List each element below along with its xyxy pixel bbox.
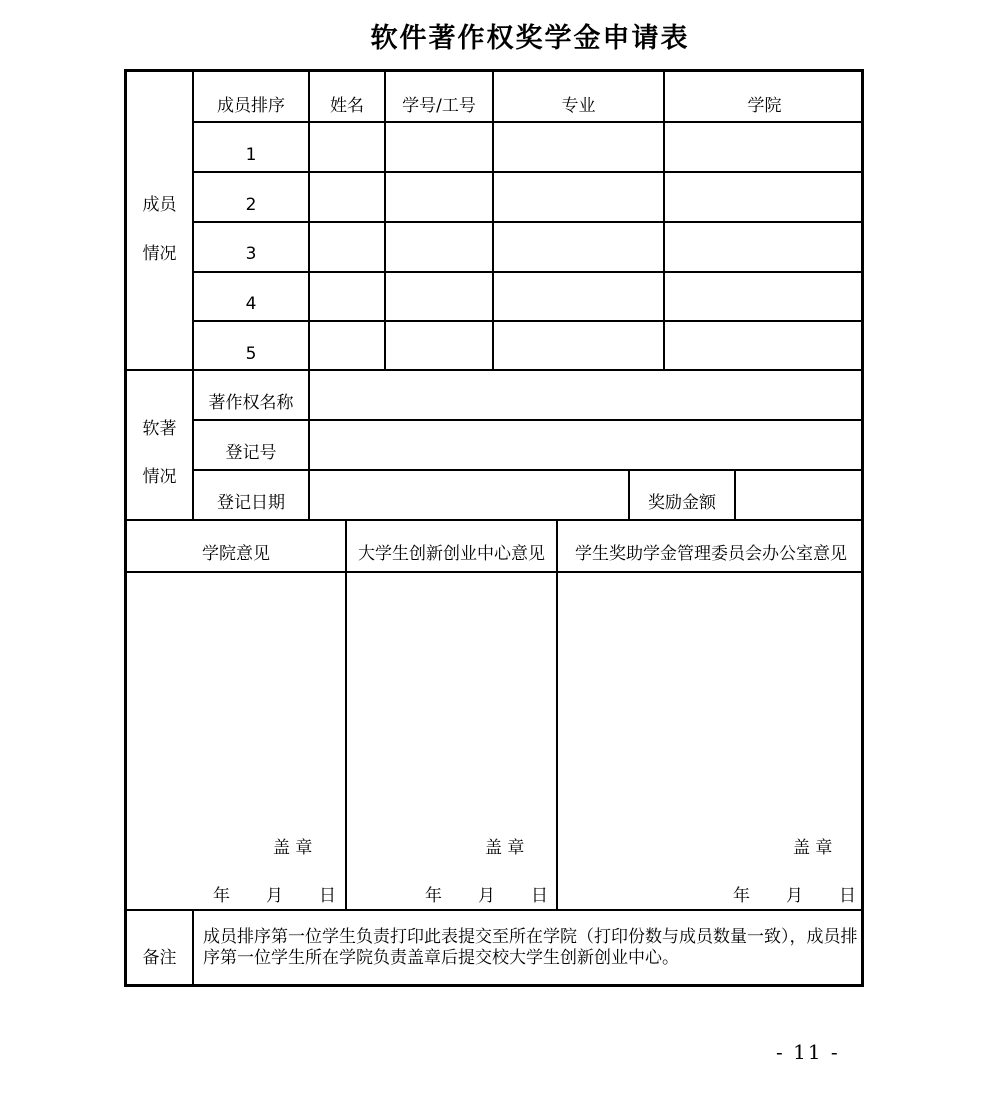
remarks-text: 成员排序第一位学生负责打印此表提交至所在学院（打印份数与成员数量一致），成员排序第一位学生所在学院负责盖章后提交校大学生创新创业中心。 [203, 927, 858, 968]
registration-date-label: 登记日期 [217, 493, 285, 513]
software-section-label: 情况 [142, 467, 177, 487]
copyright-name-label: 著作权名称 [208, 393, 294, 413]
seal-label: 盖 章 [793, 838, 833, 858]
date-year-label: 年 [733, 886, 750, 906]
grid-line [193, 320, 864, 322]
grid-line [734, 469, 736, 519]
seal-label: 盖 章 [485, 838, 525, 858]
date-month-label: 月 [478, 886, 495, 906]
grid-line [556, 519, 558, 909]
seal-label: 盖 章 [273, 838, 313, 858]
page-number: - 11 - [776, 1040, 840, 1064]
grid-line [127, 909, 864, 911]
grid-line [193, 419, 864, 421]
opinion-header-college: 学院意见 [202, 544, 270, 564]
grid-line [663, 72, 665, 369]
grid-line [308, 72, 310, 519]
grid-line [193, 271, 864, 273]
grid-line [192, 909, 194, 987]
member-row-number: 3 [245, 244, 257, 264]
column-header-order: 成员排序 [217, 96, 285, 116]
opinion-header-scholarship-office: 学生奖助学金管理委员会办公室意见 [575, 544, 847, 564]
grid-line [384, 72, 386, 369]
member-row-number: 1 [245, 145, 257, 165]
date-month-label: 月 [266, 886, 283, 906]
grid-line [193, 121, 864, 123]
software-section-label: 软著 [142, 419, 177, 439]
page-title: 软件著作权奖学金申请表 [370, 23, 690, 54]
column-header-name: 姓名 [330, 96, 364, 116]
member-row-number: 2 [245, 195, 257, 215]
member-row-number: 4 [245, 294, 257, 314]
column-header-major: 专业 [561, 96, 596, 116]
grid-line [127, 519, 864, 521]
date-year-label: 年 [213, 886, 230, 906]
member-row-number: 5 [245, 344, 257, 364]
grid-line [193, 221, 864, 223]
date-day-label: 日 [531, 886, 548, 906]
date-day-label: 日 [319, 886, 336, 906]
date-month-label: 月 [786, 886, 803, 906]
date-year-label: 年 [425, 886, 442, 906]
opinion-header-innovation-center: 大学生创新创业中心意见 [358, 544, 545, 564]
grid-line [127, 571, 864, 573]
remarks-label: 备注 [142, 948, 177, 968]
members-section-label: 情况 [142, 244, 177, 264]
column-header-college: 学院 [747, 96, 782, 116]
award-amount-label: 奖励金额 [648, 493, 716, 513]
application-form [124, 69, 864, 987]
grid-line [127, 369, 864, 371]
column-header-student-id: 学号/工号 [402, 96, 476, 116]
date-day-label: 日 [839, 886, 856, 906]
grid-line [492, 72, 494, 369]
grid-line [193, 171, 864, 173]
grid-line [193, 469, 864, 471]
members-section-label: 成员 [142, 195, 177, 215]
registration-number-label: 登记号 [225, 443, 277, 463]
grid-line [345, 519, 347, 909]
